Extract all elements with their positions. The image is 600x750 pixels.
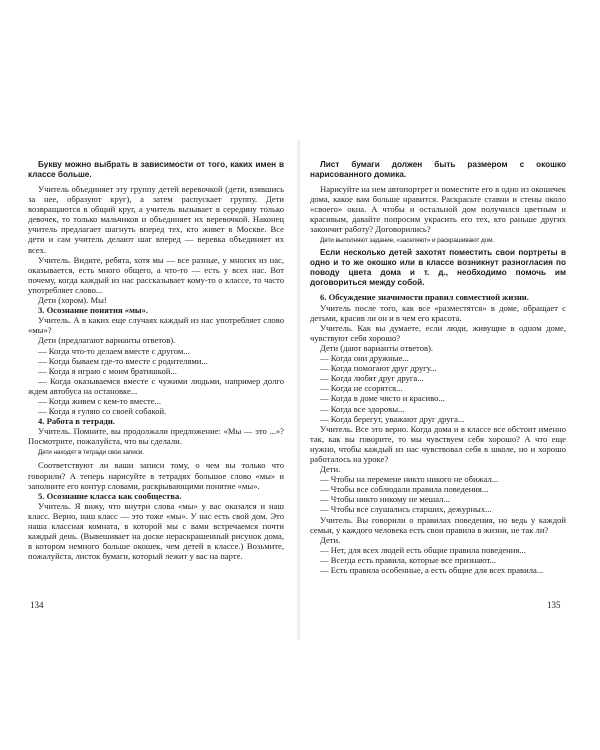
paragraph: Учитель. Вы говорили о правилах поведения, но ведь у каждой семьи, у каждого человека есть свои правила в жизни, не так ли?: [310, 514, 566, 535]
dialogue-line: — Когда любят друг друга...: [320, 373, 424, 384]
paragraph: Дети (предлагают варианты ответов).: [38, 335, 176, 346]
dialogue-line: — Когда они дружные...: [320, 353, 409, 364]
paragraph: Учитель. Помните, вы продолжали предложение: «Мы — это ...»? Посмотрите, пожалуйста, что вы сделали.: [28, 426, 284, 447]
section-heading: 6. Обсуждение значимости правил совместной жизни.: [320, 292, 529, 303]
page-number-right: 135: [547, 600, 561, 610]
rule-box-text: Если несколько детей захотят поместить свои портреты в одно и то же окошко или в классе возникнут разногласия по поводу цвета дома и т. д., необходимо помочь им договориться между собой.: [310, 248, 566, 288]
paragraph: Дети (дают варианты ответов).: [320, 342, 434, 353]
dialogue-line: — Чтобы на перемене никто никого не обижал...: [320, 474, 499, 485]
rule-box-text: Лист бумаги должен быть размером с окошко нарисованного домика.: [310, 160, 566, 179]
page-number-left: 134: [30, 600, 44, 610]
dialogue-line: — Чтобы никто никому не мешал...: [320, 494, 450, 505]
dialogue-line: — Когда бываем где-то вместе с родителями...: [38, 355, 208, 366]
dialogue-line: — Нет, для всех людей есть общие правила поведения...: [320, 544, 526, 555]
paragraph: Учитель. Как вы думаете, если люди, живущие в одном доме, чувствуют себя хорошо?: [310, 322, 566, 343]
paragraph: Дети.: [320, 464, 341, 475]
section-heading: 4. Работа в тетради.: [38, 416, 115, 427]
dialogue-line: — Когда я играю с моим братишкой...: [38, 365, 177, 376]
paragraph: — Когда оказываемся вместе с чужими людьми, например долго ждем автобуса на остановке...: [28, 375, 284, 396]
paragraph: Учитель. А в каких еще случаях каждый из нас употребляет слово «мы»?: [28, 315, 284, 336]
dialogue-line: — Всегда есть правила, которые все признают...: [320, 554, 497, 565]
stage-direction: Дети находят в тетради свои записи.: [38, 449, 144, 457]
rule-box-text: Букву можно выбрать в зависимости от того, каких имен в классе больше.: [28, 160, 284, 179]
paragraph: Дети.: [320, 534, 341, 545]
dialogue-line: — Когда не ссорятся...: [320, 383, 403, 394]
paragraph: Учитель. Я вижу, что внутри слова «мы» у вас оказался и наш класс. Верно, наш класс — это тоже «мы». У нас есть свой дом. Это наша классная комната, в которой мы с вами встречаемся почти каждый день. (Вывешивает на доске нераскрашенный рисунок дома, в котором немного больше окошек, чем детей в классе.) Возьмите, пожалуйста, листок бумаги, который лежит у вас на парте.: [28, 500, 284, 562]
dialogue-line: — Чтобы все соблюдали правила поведения...: [320, 484, 489, 495]
dialogue-line: — Когда помогают друг другу...: [320, 363, 437, 374]
right-page: [310, 160, 566, 595]
stage-direction: Дети выполняют задание, «заселяют» и раскрашивают дом.: [320, 237, 495, 245]
paragraph: Учитель. Видите, ребята, хотя мы — все разные, у многих из нас, оказывается, есть много общего, а что-то — есть у всех нас. Вот почему, когда каждый из нас рассказывает кому-то о классе, то часто употребляет слово...: [28, 254, 284, 295]
dialogue-line: — Когда все здоровы...: [320, 403, 405, 414]
dialogue-line: — Когда в доме чисто и красиво...: [320, 393, 445, 404]
paragraph: Дети (хором). Мы!: [38, 295, 107, 306]
dialogue-line: — Когда что-то делаем вместе с другом...: [38, 345, 190, 356]
dialogue-line: — Когда берегут, уважают друг друга...: [320, 413, 465, 424]
book-gutter: [297, 140, 300, 640]
dialogue-line: — Когда я гуляю со своей собакой.: [38, 406, 167, 417]
dialogue-line: — Когда живем с кем-то вместе...: [38, 395, 162, 406]
left-page: [28, 160, 284, 595]
section-heading: 5. Осознание класса как сообщества.: [38, 490, 182, 501]
paragraph: Учитель. Все это верно. Когда дома и в классе все обстоит именно так, как вы говорите, то мы чувствуем себя хорошо? А что еще нужно, чтобы каждый из нас чувствовал себя в школе, но и хорошо работалось на уроке?: [310, 423, 566, 464]
paragraph: Учитель после того, как все «разместятся» в доме, обращает с детьми, красив ли он и в чем его красота.: [310, 302, 566, 323]
paragraph: Учитель объединяет эту группу детей веревочкой (дети, взявшись за нее, образуют круг), а затем распускает группу. Дети возвращаются в общий круг, а учитель вызывает в середину только девочек, то только мальчиков и объединяет их веревочкой. Наконец учитель предлагает шагнуть вперед тех, кто живет в Москве. Все дети и сам учитель делают шаг вперед — веревка объединяет их всех.: [28, 184, 284, 255]
dialogue-line: — Чтобы все слушались старших, дежурных...: [320, 504, 492, 515]
section-heading: 3. Осознание понятия «мы».: [38, 305, 149, 316]
paragraph: Соответствуют ли ваши записи тому, о чем вы только что говорили? А теперь нарисуйте в тетрадях большое слово «мы» и заполните его контур словами, раскрывающими понятие «мы».: [28, 460, 284, 491]
paragraph: Нарисуйте на нем автопортрет и поместите его в одно из окошечек дома, какое вам больше нравится. Раскрасьте ставни и стены около «своего» окна. А чтобы и остальной дом получился цветным и красивым, давайте попросим украсить его тех, кто раньше других закончит работу? Договорились?: [310, 184, 566, 235]
paragraph: — Есть правила особенные, а есть общие для всех правила...: [320, 565, 544, 575]
